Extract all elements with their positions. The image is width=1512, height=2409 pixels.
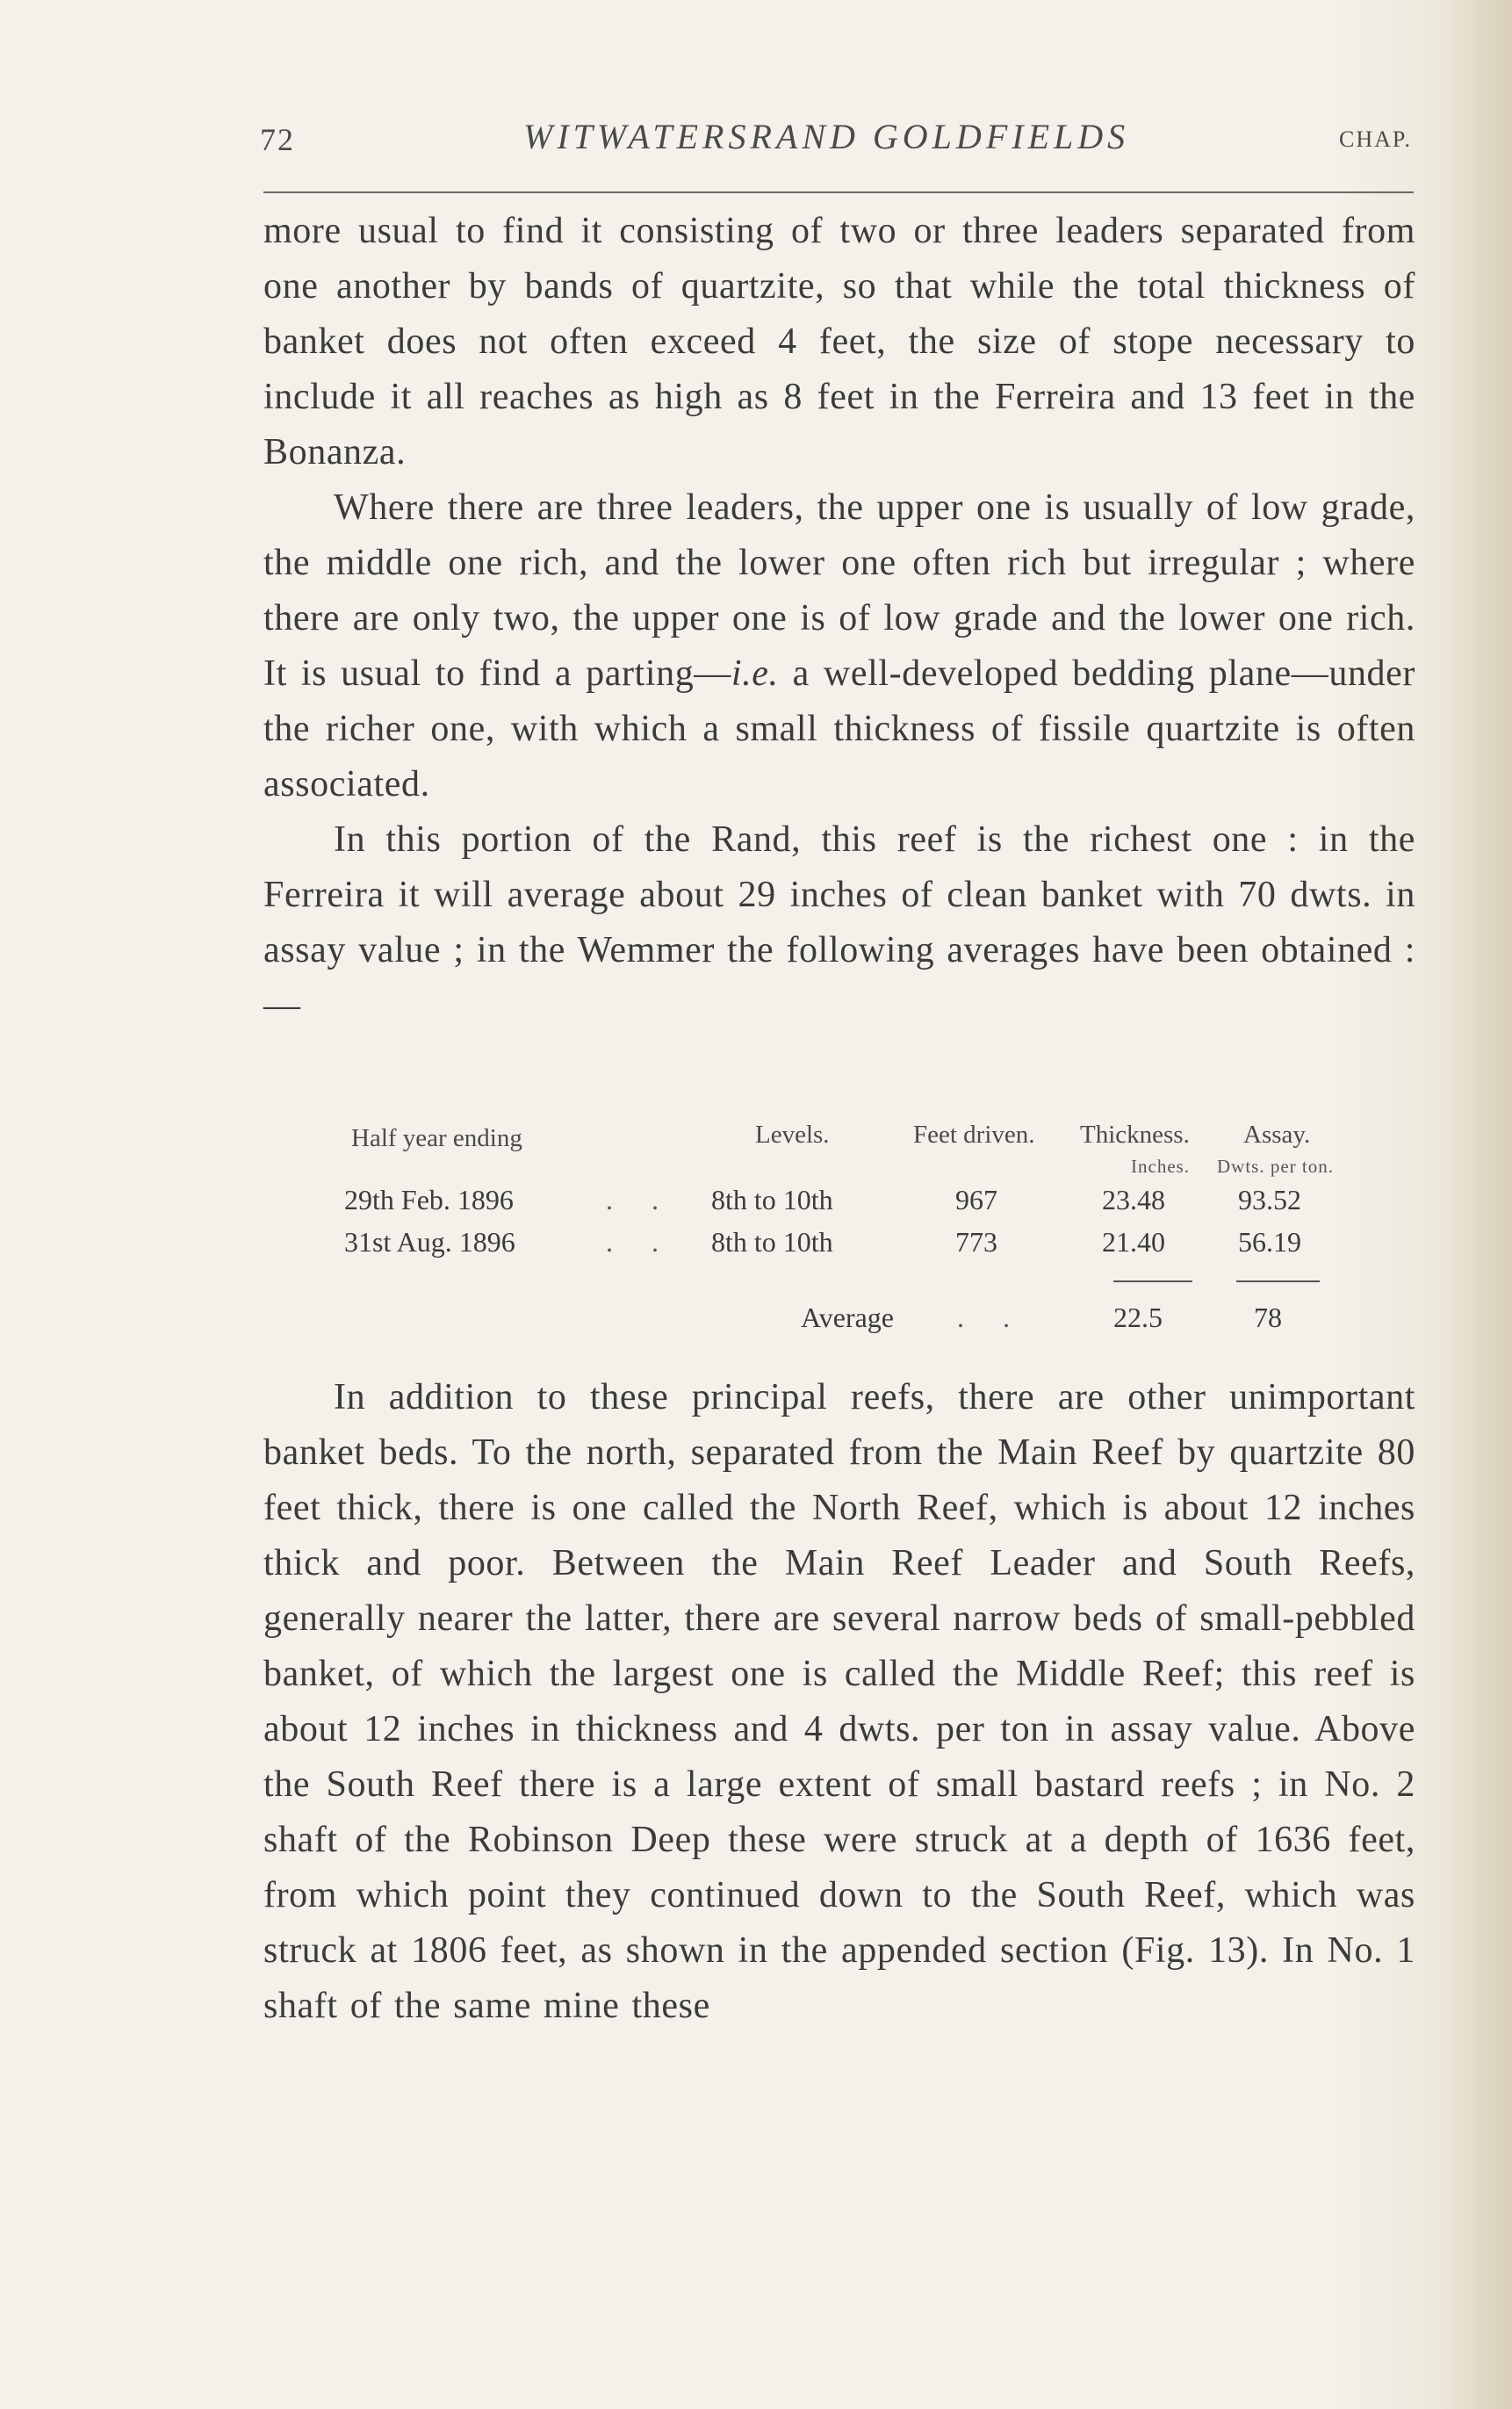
header-thickness-unit: Inches. <box>1131 1156 1191 1177</box>
header-half-year: Half year ending <box>351 1124 522 1152</box>
row-1-thickness: 23.48 <box>1102 1184 1165 1215</box>
row-2-period: 31st Aug. 1896 <box>344 1226 515 1258</box>
running-title: WITWATERSRAND GOLDFIELDS <box>523 117 1130 156</box>
header-assay: Assay. <box>1243 1121 1311 1149</box>
paragraph-1: more usual to find it consisting of two or three leaders separated from one another by bands of quartzite, so that while the total thickness of banket does not often exceed 4 feet, the size of stope necessary to include it all reaches as high as 8 feet in the Ferreira and 13 feet in the Bonanza. <box>263 211 1415 472</box>
row-2-assay: 56.19 <box>1238 1226 1301 1258</box>
header-levels: Levels. <box>755 1121 830 1149</box>
row-1-feet: 967 <box>955 1184 997 1215</box>
body-text-upper <box>263 204 1415 1034</box>
row-1-levels: 8th to 10th <box>711 1184 833 1215</box>
thickness-sum-rule <box>1113 1280 1192 1282</box>
average-thickness: 22.5 <box>1113 1302 1163 1333</box>
header-rule <box>263 191 1414 193</box>
page-header <box>260 116 1412 186</box>
paragraph-4: In addition to these principal reefs, there are other unimportant banket beds. To the north, separated from the Main Reef by quartzite 80 feet thick, there is one called the North Reef, which is about 12 inches thick and poor. Between the Main Reef Leader and South Reefs, generally nearer the latter, there are several narrow beds of small-pebbled banket, of which the largest one is called the Middle Reef; this reef is about 12 inches in thickness and 4 dwts. per ton in assay value. Above the South Reef there is a large extent of small bastard reefs ; in No. 2 shaft of the Robinson Deep these were struck at a depth of 1636 feet, from which point they continued down to the South Reef, which was struck at 1806 feet, as shown in the appended section (Fig. 13). In No. 1 shaft of the same mine these <box>263 1377 1415 2026</box>
chapter-label: CHAP. <box>1339 126 1412 152</box>
row-2-thickness: 21.40 <box>1102 1226 1165 1258</box>
body-text-lower <box>263 1370 1415 2034</box>
row-1-period: 29th Feb. 1896 <box>344 1184 514 1215</box>
assay-sum-rule <box>1236 1280 1320 1282</box>
average-assay: 78 <box>1254 1302 1282 1333</box>
row-1-assay: 93.52 <box>1238 1184 1301 1215</box>
paragraph-2-part-a: Where there are three leaders, the upper one is usually of low grade, the middle one rich, and the lower one often rich but irregular ; where there are only two, the upper one is of low grade and the lower one rich. It is usual to find a parting— <box>263 487 1415 694</box>
averages-table <box>263 1114 1415 1360</box>
row-2-dots: . . <box>606 1226 674 1258</box>
header-thickness: Thickness. <box>1080 1121 1190 1149</box>
header-assay-unit: Dwts. per ton. <box>1217 1156 1334 1177</box>
paragraph-2-part-b: a well-developed bedding plane—under the richer one, with which a small thickness of fissile quartzite is often associated. <box>263 653 1415 804</box>
row-2-feet: 773 <box>955 1226 997 1258</box>
row-1-dots: . . <box>606 1184 674 1215</box>
page-number: 72 <box>260 122 295 157</box>
average-label: Average <box>801 1302 894 1333</box>
average-dots: . . <box>957 1302 1026 1333</box>
paragraph-2-italic: i.e. <box>731 653 779 694</box>
paragraph-3: In this portion of the Rand, this reef is the richest one : in the Ferreira it will average about 29 inches of clean banket with 70 dwts. in assay value ; in the Wemmer the following averages have been obtained :— <box>263 819 1415 1026</box>
paragraph-2 <box>263 480 1415 812</box>
row-2-levels: 8th to 10th <box>711 1226 833 1258</box>
header-feet-driven: Feet driven. <box>913 1121 1035 1149</box>
